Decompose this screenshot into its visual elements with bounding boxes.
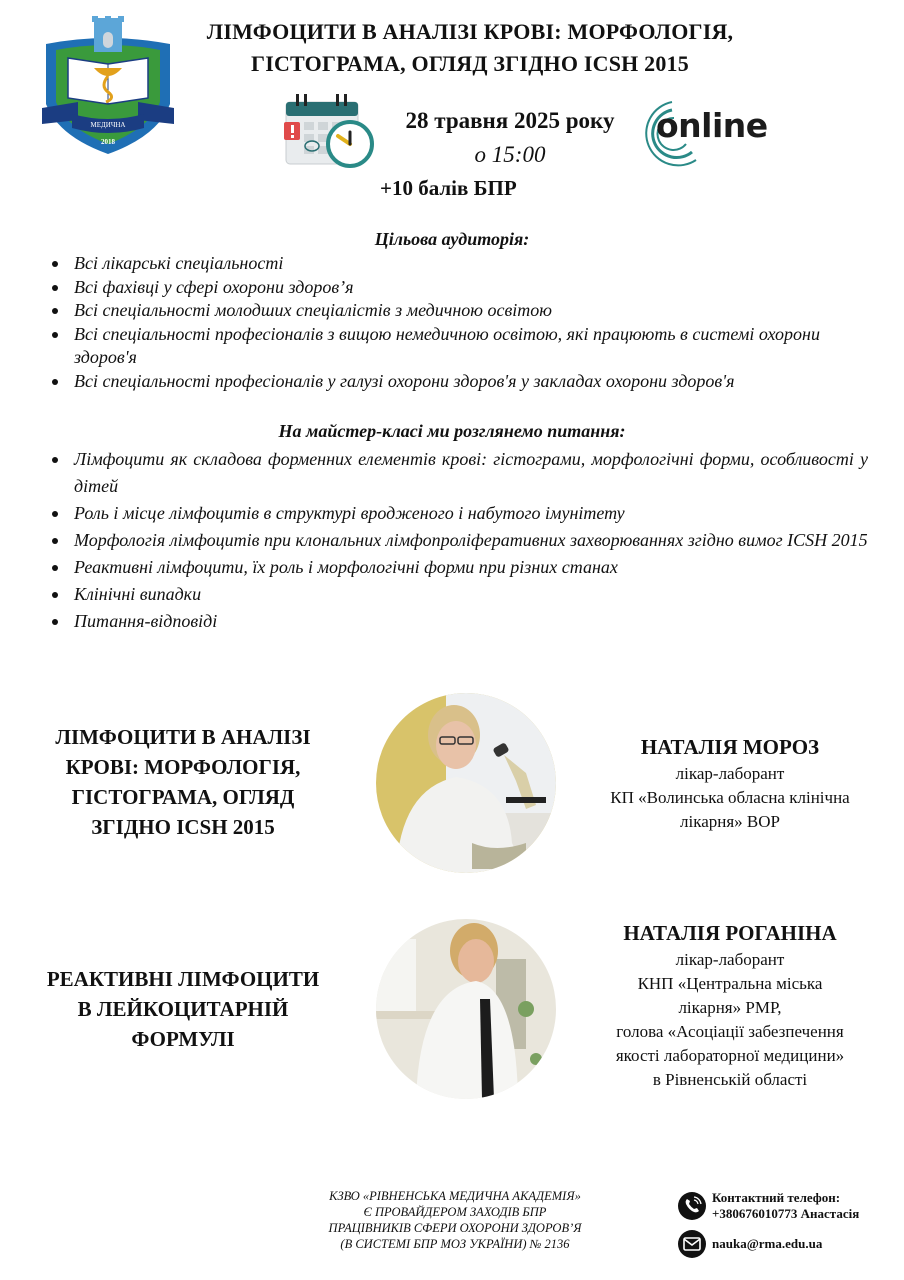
audience-list (48, 252, 868, 393)
contact-email (678, 1230, 898, 1260)
logo-year: 2018 (101, 138, 115, 146)
talk-title-line: РЕАКТИВНІ ЛІМФОЦИТИ (46, 967, 320, 991)
title-line-2: ГІСТОГРАМА, ОГЛЯД ЗГІДНО ICSH 2015 (251, 51, 689, 76)
online-label: online (656, 106, 768, 145)
topics-list (48, 446, 868, 635)
event-time: о 15:00 (474, 142, 546, 167)
talk-title-line: ЛІМФОЦИТИ В АНАЛІЗІ (55, 725, 311, 749)
academy-crest-icon (38, 14, 178, 156)
phone-icon (678, 1192, 706, 1220)
audience-item: Всі лікарські спеціальності (48, 252, 868, 276)
topic-item: Роль і місце лімфоцитів в структурі вродженого і набутого імунітету (48, 500, 868, 527)
speaker-detail: лікар-лаборант (675, 764, 785, 783)
speaker-info-roganina (585, 918, 875, 1092)
topic-item: Реактивні лімфоцити, їх роль і морфологічні форми при різних станах (48, 554, 868, 581)
phone-label: Контактний телефон: (712, 1190, 841, 1205)
talk-title-2 (28, 964, 338, 1054)
email-link[interactable]: nauka@rma.edu.ua (712, 1236, 823, 1251)
speaker-detail: КНП «Центральна міська (637, 974, 823, 993)
event-date: 28 травня 2025 року (405, 108, 615, 133)
contact-phone (678, 1190, 898, 1226)
provider-statement (290, 1188, 620, 1252)
topic-item: Клінічні випадки (48, 581, 868, 608)
audience-item: Всі фахівці у сфері охорони здоров’я (48, 276, 868, 300)
talk-title-line: В ЛЕЙКОЦИТАРНІЙ (77, 997, 289, 1021)
talk-title-line: ГІСТОГРАМА, ОГЛЯД (71, 785, 295, 809)
provider-line: Є ПРОВАЙДЕРОМ ЗАХОДІВ БПР (363, 1205, 547, 1219)
audience-item: Всі спеціальності професіоналів у галузі охорони здоров'я у закладах охорони здоров'я (48, 370, 868, 394)
speaker-detail: голова «Асоціації забезпечення (616, 1022, 844, 1041)
speaker-photo-moroz (376, 693, 556, 873)
talk-title-1 (28, 722, 338, 842)
speaker-detail: якості лабораторної медицини» (615, 1046, 845, 1065)
academy-logo (38, 14, 178, 156)
speaker-name: НАТАЛІЯ МОРОЗ (640, 735, 820, 759)
topic-item: Морфологія лімфоцитів при клональних лімфопроліферативних захворюваннях згідно вимог ICSH 2015 (48, 527, 868, 554)
calendar-clock-icon (282, 92, 380, 172)
speaker-detail: лікарня» РМР, (678, 998, 782, 1017)
speaker-detail: лікарня» ВОР (680, 812, 780, 831)
audience-heading: Цільова аудиторія: (374, 229, 530, 249)
speaker-detail: КП «Волинська обласна клінічна (610, 788, 850, 807)
provider-line: (В СИСТЕМІ БПР МОЗ УКРАЇНИ) № 2136 (340, 1237, 570, 1251)
audience-item: Всі спеціальності професіоналів з вищою немедичною освітою, які працюють в системі охорони здоров'я (48, 323, 868, 370)
talk-title-line: ЗГІДНО ICSH 2015 (91, 815, 275, 839)
speaker-name: НАТАЛІЯ РОГАНІНА (623, 921, 837, 945)
topic-item: Лімфоцити як складова форменних елементів крові: гістограми, морфологічні форми, особливості у дітей (48, 446, 868, 500)
talk-title-line: ФОРМУЛІ (131, 1027, 235, 1051)
title-line-1: ЛІМФОЦИТИ В АНАЛІЗІ КРОВІ: МОРФОЛОГІЯ, (206, 19, 734, 44)
talk-title-line: КРОВІ: МОРФОЛОГІЯ, (65, 755, 301, 779)
speaker-photo-roganina (376, 919, 556, 1099)
audience-item: Всі спеціальності молодших спеціалістів з медичною освітою (48, 299, 868, 323)
speaker-detail: лікар-лаборант (675, 950, 785, 969)
speaker-detail: в Рівненській області (652, 1070, 808, 1089)
logo-ribbon-text: МЕДИЧНА (90, 121, 126, 129)
online-badge (636, 98, 786, 170)
phone-number[interactable]: +380676010773 Анастасія (712, 1206, 860, 1221)
topic-item: Питання-відповіді (48, 608, 868, 635)
envelope-icon (678, 1230, 706, 1258)
provider-line: КЗВО «РІВНЕНСЬКА МЕДИЧНА АКАДЕМІЯ» (329, 1189, 581, 1203)
event-title (190, 16, 750, 80)
topics-heading: На майстер-класі ми розглянемо питання: (278, 421, 626, 441)
cpd-points: +10 балів БПР (380, 176, 517, 200)
speaker-info-moroz (585, 732, 875, 834)
provider-line: ПРАЦІВНИКІВ СФЕРИ ОХОРОНИ ЗДОРОВ’Я (328, 1221, 582, 1235)
